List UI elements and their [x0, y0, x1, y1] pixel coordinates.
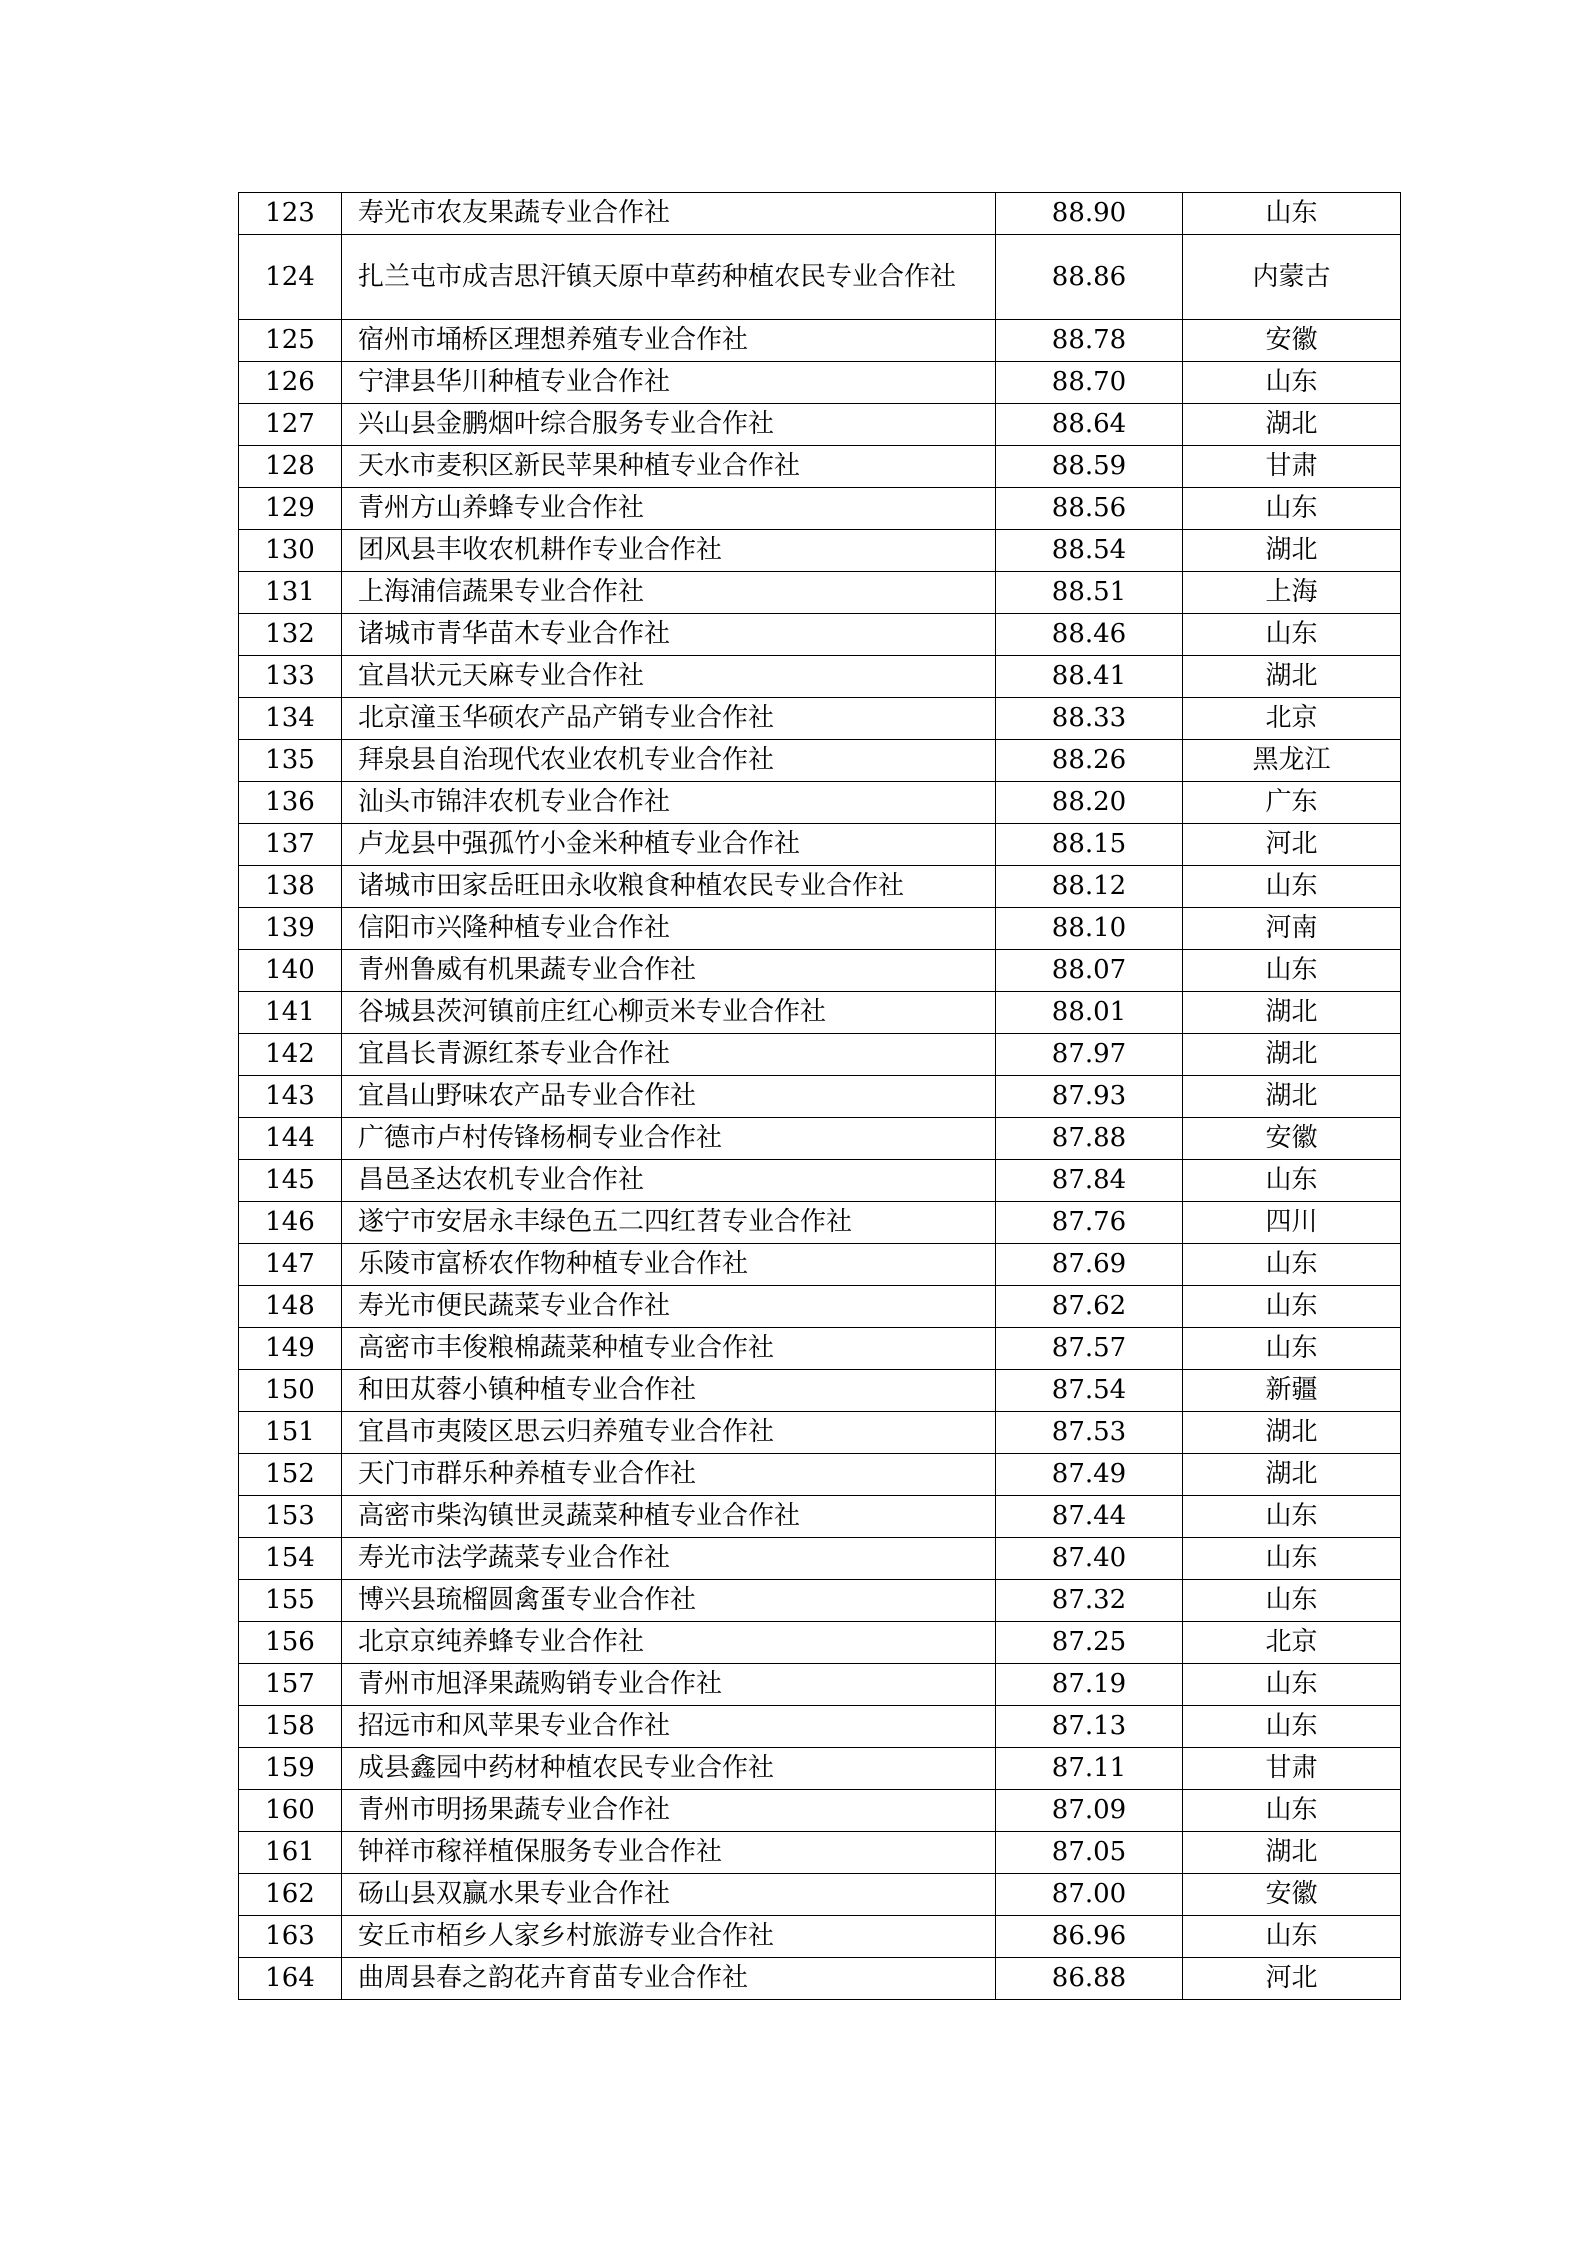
score-cell: 88.12: [996, 866, 1183, 908]
cooperative-name-cell: 昌邑圣达农机专业合作社: [342, 1160, 996, 1202]
region-cell: 山东: [1183, 866, 1401, 908]
region-cell: 山东: [1183, 1538, 1401, 1580]
score-cell: 87.53: [996, 1412, 1183, 1454]
cooperative-name-cell: 寿光市农友果蔬专业合作社: [342, 193, 996, 235]
table-row: [239, 488, 1401, 530]
region-cell: 河北: [1183, 824, 1401, 866]
region-cell: 山东: [1183, 488, 1401, 530]
cooperative-name-cell: 上海浦信蔬果专业合作社: [342, 572, 996, 614]
region-cell: 甘肃: [1183, 1748, 1401, 1790]
ranking-table: [238, 192, 1401, 2000]
region-cell: 山东: [1183, 1916, 1401, 1958]
table-row: [239, 1328, 1401, 1370]
cooperative-name-cell: 青州市旭泽果蔬购销专业合作社: [342, 1664, 996, 1706]
cooperative-name-cell: 钟祥市稼祥植保服务专业合作社: [342, 1832, 996, 1874]
cooperative-name-cell: 诸城市青华苗木专业合作社: [342, 614, 996, 656]
score-cell: 88.54: [996, 530, 1183, 572]
cooperative-name-cell: 曲周县春之韵花卉育苗专业合作社: [342, 1958, 996, 2000]
score-cell: 87.05: [996, 1832, 1183, 1874]
cooperative-name-cell: 安丘市栢乡人家乡村旅游专业合作社: [342, 1916, 996, 1958]
rank-cell: 159: [239, 1748, 342, 1790]
score-cell: 87.25: [996, 1622, 1183, 1664]
rank-cell: 157: [239, 1664, 342, 1706]
cooperative-name-cell: 青州鲁威有机果蔬专业合作社: [342, 950, 996, 992]
rank-cell: 146: [239, 1202, 342, 1244]
cooperative-name-cell: 青州市明扬果蔬专业合作社: [342, 1790, 996, 1832]
score-cell: 87.44: [996, 1496, 1183, 1538]
score-cell: 88.64: [996, 404, 1183, 446]
score-cell: 88.15: [996, 824, 1183, 866]
rank-cell: 148: [239, 1286, 342, 1328]
rank-cell: 131: [239, 572, 342, 614]
cooperative-name-cell: 和田苁蓉小镇种植专业合作社: [342, 1370, 996, 1412]
cooperative-name-cell: 谷城县茨河镇前庄红心柳贡米专业合作社: [342, 992, 996, 1034]
region-cell: 河北: [1183, 1958, 1401, 2000]
rank-cell: 151: [239, 1412, 342, 1454]
cooperative-name-cell: 遂宁市安居永丰绿色五二四红苕专业合作社: [342, 1202, 996, 1244]
rank-cell: 140: [239, 950, 342, 992]
region-cell: 北京: [1183, 1622, 1401, 1664]
rank-cell: 147: [239, 1244, 342, 1286]
table-row: [239, 1496, 1401, 1538]
region-cell: 湖北: [1183, 1034, 1401, 1076]
region-cell: 山东: [1183, 1244, 1401, 1286]
region-cell: 内蒙古: [1183, 235, 1401, 320]
region-cell: 北京: [1183, 698, 1401, 740]
table-row: [239, 824, 1401, 866]
table-row: [239, 1286, 1401, 1328]
table-row: [239, 782, 1401, 824]
region-cell: 山东: [1183, 1160, 1401, 1202]
cooperative-name-cell: 砀山县双赢水果专业合作社: [342, 1874, 996, 1916]
region-cell: 湖北: [1183, 1412, 1401, 1454]
score-cell: 88.20: [996, 782, 1183, 824]
rank-cell: 162: [239, 1874, 342, 1916]
region-cell: 山东: [1183, 362, 1401, 404]
score-cell: 87.76: [996, 1202, 1183, 1244]
score-cell: 87.49: [996, 1454, 1183, 1496]
region-cell: 广东: [1183, 782, 1401, 824]
score-cell: 88.46: [996, 614, 1183, 656]
rank-cell: 137: [239, 824, 342, 866]
region-cell: 湖北: [1183, 404, 1401, 446]
rank-cell: 130: [239, 530, 342, 572]
table-row: [239, 1748, 1401, 1790]
rank-cell: 152: [239, 1454, 342, 1496]
region-cell: 黑龙江: [1183, 740, 1401, 782]
table-row: [239, 404, 1401, 446]
score-cell: 87.32: [996, 1580, 1183, 1622]
rank-cell: 163: [239, 1916, 342, 1958]
region-cell: 湖北: [1183, 530, 1401, 572]
region-cell: 安徽: [1183, 1118, 1401, 1160]
rank-cell: 144: [239, 1118, 342, 1160]
score-cell: 86.88: [996, 1958, 1183, 2000]
cooperative-name-cell: 信阳市兴隆种植专业合作社: [342, 908, 996, 950]
table-row: [239, 1370, 1401, 1412]
score-cell: 87.09: [996, 1790, 1183, 1832]
rank-cell: 161: [239, 1832, 342, 1874]
rank-cell: 127: [239, 404, 342, 446]
table-row: [239, 1244, 1401, 1286]
score-cell: 88.01: [996, 992, 1183, 1034]
cooperative-name-cell: 高密市柴沟镇世灵蔬菜种植专业合作社: [342, 1496, 996, 1538]
rank-cell: 154: [239, 1538, 342, 1580]
region-cell: 山东: [1183, 1328, 1401, 1370]
table-row: [239, 1202, 1401, 1244]
score-cell: 87.40: [996, 1538, 1183, 1580]
region-cell: 山东: [1183, 614, 1401, 656]
score-cell: 88.41: [996, 656, 1183, 698]
cooperative-name-cell: 汕头市锦沣农机专业合作社: [342, 782, 996, 824]
table-row: [239, 614, 1401, 656]
score-cell: 88.78: [996, 320, 1183, 362]
score-cell: 87.97: [996, 1034, 1183, 1076]
table-row: [239, 193, 1401, 235]
region-cell: 山东: [1183, 950, 1401, 992]
region-cell: 山东: [1183, 1790, 1401, 1832]
cooperative-name-cell: 青州方山养蜂专业合作社: [342, 488, 996, 530]
rank-cell: 136: [239, 782, 342, 824]
score-cell: 87.11: [996, 1748, 1183, 1790]
table-row: [239, 992, 1401, 1034]
table-row: [239, 908, 1401, 950]
score-cell: 88.51: [996, 572, 1183, 614]
region-cell: 湖北: [1183, 1076, 1401, 1118]
cooperative-name-cell: 招远市和风苹果专业合作社: [342, 1706, 996, 1748]
rank-cell: 142: [239, 1034, 342, 1076]
table-row: [239, 1832, 1401, 1874]
region-cell: 上海: [1183, 572, 1401, 614]
cooperative-name-cell: 宜昌状元天麻专业合作社: [342, 656, 996, 698]
table-row: [239, 1076, 1401, 1118]
rank-cell: 143: [239, 1076, 342, 1118]
cooperative-name-cell: 卢龙县中强孤竹小金米种植专业合作社: [342, 824, 996, 866]
cooperative-name-cell: 宁津县华川种植专业合作社: [342, 362, 996, 404]
table-row: [239, 656, 1401, 698]
score-cell: 88.70: [996, 362, 1183, 404]
rank-cell: 123: [239, 193, 342, 235]
score-cell: 88.56: [996, 488, 1183, 530]
cooperative-name-cell: 成县鑫园中药材种植农民专业合作社: [342, 1748, 996, 1790]
rank-cell: 128: [239, 446, 342, 488]
rank-cell: 139: [239, 908, 342, 950]
cooperative-name-cell: 寿光市便民蔬菜专业合作社: [342, 1286, 996, 1328]
rank-cell: 158: [239, 1706, 342, 1748]
table-row: [239, 1790, 1401, 1832]
cooperative-name-cell: 北京潼玉华硕农产品产销专业合作社: [342, 698, 996, 740]
score-cell: 87.62: [996, 1286, 1183, 1328]
region-cell: 河南: [1183, 908, 1401, 950]
rank-cell: 124: [239, 235, 342, 320]
cooperative-name-cell: 兴山县金鹏烟叶综合服务专业合作社: [342, 404, 996, 446]
region-cell: 甘肃: [1183, 446, 1401, 488]
table-row: [239, 1412, 1401, 1454]
region-cell: 山东: [1183, 1706, 1401, 1748]
cooperative-name-cell: 北京京纯养蜂专业合作社: [342, 1622, 996, 1664]
table-row: [239, 1916, 1401, 1958]
table-row: [239, 235, 1401, 320]
rank-cell: 164: [239, 1958, 342, 2000]
rank-cell: 145: [239, 1160, 342, 1202]
table-row: [239, 1664, 1401, 1706]
table-row: [239, 1706, 1401, 1748]
cooperative-name-cell: 扎兰屯市成吉思汗镇天原中草药种植农民专业合作社: [342, 235, 996, 320]
score-cell: 87.93: [996, 1076, 1183, 1118]
table-row: [239, 572, 1401, 614]
rank-cell: 126: [239, 362, 342, 404]
table-row: [239, 950, 1401, 992]
score-cell: 88.07: [996, 950, 1183, 992]
table-body: [239, 193, 1401, 2000]
rank-cell: 125: [239, 320, 342, 362]
cooperative-name-cell: 拜泉县自治现代农业农机专业合作社: [342, 740, 996, 782]
table-row: [239, 1874, 1401, 1916]
rank-cell: 156: [239, 1622, 342, 1664]
rank-cell: 135: [239, 740, 342, 782]
score-cell: 88.26: [996, 740, 1183, 782]
rank-cell: 153: [239, 1496, 342, 1538]
region-cell: 新疆: [1183, 1370, 1401, 1412]
table-row: [239, 866, 1401, 908]
score-cell: 87.19: [996, 1664, 1183, 1706]
region-cell: 四川: [1183, 1202, 1401, 1244]
region-cell: 山东: [1183, 193, 1401, 235]
cooperative-name-cell: 宜昌市夷陵区思云归养殖专业合作社: [342, 1412, 996, 1454]
rank-cell: 134: [239, 698, 342, 740]
region-cell: 山东: [1183, 1580, 1401, 1622]
table-row: [239, 320, 1401, 362]
table-row: [239, 698, 1401, 740]
score-cell: 87.69: [996, 1244, 1183, 1286]
region-cell: 山东: [1183, 1496, 1401, 1538]
cooperative-name-cell: 广德市卢村传锋杨桐专业合作社: [342, 1118, 996, 1160]
region-cell: 山东: [1183, 1286, 1401, 1328]
rank-cell: 155: [239, 1580, 342, 1622]
rank-cell: 138: [239, 866, 342, 908]
rank-cell: 129: [239, 488, 342, 530]
rank-cell: 149: [239, 1328, 342, 1370]
table-row: [239, 446, 1401, 488]
rank-cell: 132: [239, 614, 342, 656]
score-cell: 88.59: [996, 446, 1183, 488]
score-cell: 88.90: [996, 193, 1183, 235]
table-row: [239, 1454, 1401, 1496]
cooperative-name-cell: 博兴县琉榴圆禽蛋专业合作社: [342, 1580, 996, 1622]
table-row: [239, 1538, 1401, 1580]
table-row: [239, 1160, 1401, 1202]
region-cell: 安徽: [1183, 320, 1401, 362]
cooperative-name-cell: 高密市丰俊粮棉蔬菜种植专业合作社: [342, 1328, 996, 1370]
score-cell: 87.88: [996, 1118, 1183, 1160]
table-row: [239, 1118, 1401, 1160]
score-cell: 88.10: [996, 908, 1183, 950]
table-row: [239, 1622, 1401, 1664]
region-cell: 湖北: [1183, 1454, 1401, 1496]
region-cell: 山东: [1183, 1664, 1401, 1706]
region-cell: 湖北: [1183, 656, 1401, 698]
rank-cell: 160: [239, 1790, 342, 1832]
table-row: [239, 1580, 1401, 1622]
cooperative-name-cell: 诸城市田家岳旺田永收粮食种植农民专业合作社: [342, 866, 996, 908]
cooperative-name-cell: 乐陵市富桥农作物种植专业合作社: [342, 1244, 996, 1286]
rank-cell: 150: [239, 1370, 342, 1412]
table-row: [239, 1034, 1401, 1076]
table-row: [239, 530, 1401, 572]
score-cell: 88.86: [996, 235, 1183, 320]
cooperative-name-cell: 寿光市法学蔬菜专业合作社: [342, 1538, 996, 1580]
cooperative-name-cell: 宜昌长青源红茶专业合作社: [342, 1034, 996, 1076]
score-cell: 87.13: [996, 1706, 1183, 1748]
rank-cell: 133: [239, 656, 342, 698]
cooperative-name-cell: 团风县丰收农机耕作专业合作社: [342, 530, 996, 572]
score-cell: 87.57: [996, 1328, 1183, 1370]
score-cell: 86.96: [996, 1916, 1183, 1958]
score-cell: 87.54: [996, 1370, 1183, 1412]
rank-cell: 141: [239, 992, 342, 1034]
score-cell: 88.33: [996, 698, 1183, 740]
cooperative-name-cell: 天门市群乐种养植专业合作社: [342, 1454, 996, 1496]
score-cell: 87.84: [996, 1160, 1183, 1202]
region-cell: 湖北: [1183, 992, 1401, 1034]
cooperative-name-cell: 宜昌山野味农产品专业合作社: [342, 1076, 996, 1118]
region-cell: 安徽: [1183, 1874, 1401, 1916]
cooperative-name-cell: 宿州市埇桥区理想养殖专业合作社: [342, 320, 996, 362]
table-row: [239, 740, 1401, 782]
table-row: [239, 362, 1401, 404]
score-cell: 87.00: [996, 1874, 1183, 1916]
cooperative-name-cell: 天水市麦积区新民苹果种植专业合作社: [342, 446, 996, 488]
region-cell: 湖北: [1183, 1832, 1401, 1874]
table-row: [239, 1958, 1401, 2000]
